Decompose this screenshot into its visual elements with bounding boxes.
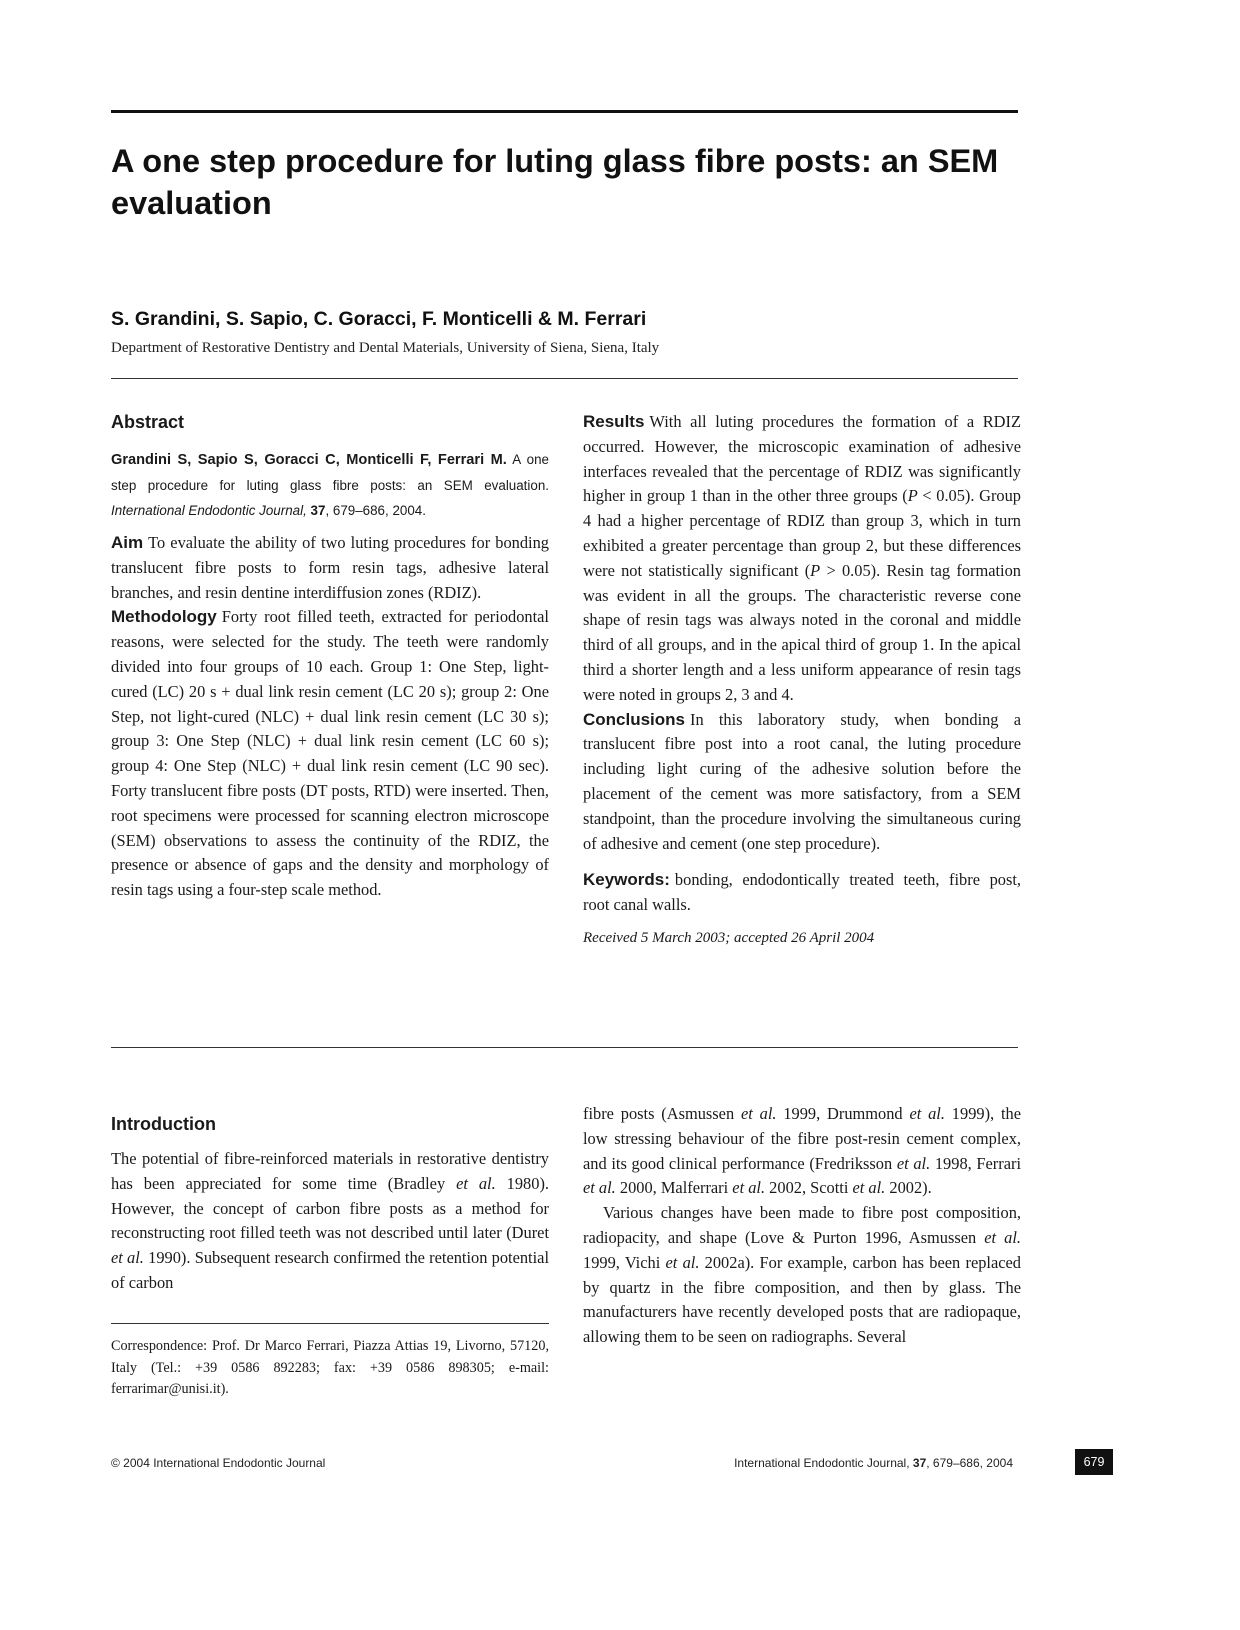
aim-text: To evaluate the ability of two luting procedures for bonding translucent fibre posts to form resin tags, adhesive lateral branches, and resin dentine interdiffusion zones (RDIZ).	[111, 533, 549, 602]
abstract-left-column	[111, 412, 549, 903]
abstract-top-rule	[111, 378, 1018, 379]
footnote-rule	[111, 1323, 549, 1324]
et-al: et al.	[456, 1173, 496, 1193]
intro-text: fibre posts (Asmussen	[583, 1104, 741, 1123]
received-dates: Received 5 March 2003; accepted 26 April 2004	[583, 929, 875, 946]
footer-volume: 37	[912, 1456, 927, 1470]
correspondence-footnote	[111, 1336, 549, 1401]
intro-text: 1999), the low stressing behaviour of the fibre post-resin cement complex, and its good clinical performance (Fredriksson	[583, 1104, 1021, 1173]
p-value-symbol: P	[907, 486, 918, 506]
conclusions-paragraph	[583, 708, 1021, 857]
introduction-paragraph-2	[583, 1102, 1021, 1201]
et-al: et al.	[984, 1227, 1021, 1247]
intro-text: 2002, Scotti	[765, 1178, 853, 1198]
et-al: et al.	[111, 1248, 144, 1268]
introduction-right-column	[583, 1102, 1021, 1350]
et-al: et al.	[896, 1153, 931, 1173]
conclusions-label: Conclusions	[583, 709, 686, 729]
affiliation: Department of Restorative Dentistry and Dental Materials, University of Siena, Siena, Italy	[111, 340, 660, 356]
intro-text: The potential of fibre-reinforced materials in restorative dentistry has been appreciated for some time (Bradley	[111, 1149, 549, 1193]
conclusions-text: In this laboratory study, when bonding a translucent fibre post into a root canal, the luting procedure including light curing of the adhesive solution before the placement of the cement was more satisfactory, from a SEM standpoint, than the procedure involving the simultaneous curing of adhesive and cement (one step procedure).	[583, 709, 1021, 853]
intro-text: Various changes have been made to fibre post composition, radiopacity, and shape (Love & Purton 1996, Asmussen	[583, 1203, 1021, 1247]
keywords-label: Keywords:	[583, 870, 670, 890]
page-number: 679	[1075, 1449, 1113, 1475]
abstract-citation	[111, 447, 549, 523]
et-al: et al.	[732, 1178, 766, 1198]
abstract-heading: Abstract	[111, 412, 185, 432]
citation-journal: International Endodontic Journal,	[111, 503, 307, 518]
abstract-right-column	[583, 410, 1021, 947]
abstract-bottom-rule	[111, 1047, 1018, 1048]
results-text-part-2: < 0.05). Group 4 had a higher percentage of RDIZ than group 3, which in turn exhibited a greater percentage than group 2, but these differences were not statistically significant (	[583, 486, 1021, 580]
et-al: et al.	[583, 1178, 616, 1198]
methodology-label: Methodology	[111, 607, 217, 627]
intro-text: 1999, Drummond	[776, 1104, 910, 1123]
et-al: et al.	[909, 1104, 945, 1123]
footer-journal-info	[734, 1456, 1013, 1470]
intro-text: 1998, Ferrari	[930, 1153, 1021, 1173]
results-text-part-1: With all luting procedures the formation of a RDIZ occurred. However, the microscopic examination of adhesive interfaces revealed that the percentage of RDIZ was significantly higher in group 1 than in the other three groups (	[583, 412, 1021, 506]
intro-text: 2002).	[885, 1178, 932, 1198]
author-list: S. Grandini, S. Sapio, C. Goracci, F. Monticelli & M. Ferrari	[111, 308, 647, 330]
intro-text: 1980). However, the concept of carbon fibre posts as a method for reconstructing root filled teeth was not described until later (Duret	[111, 1173, 549, 1243]
article-title: A one step procedure for luting glass fibre posts: an SEM evaluation	[111, 143, 999, 221]
footer-copyright: © 2004 International Endodontic Journal	[111, 1456, 326, 1470]
intro-text: 2002a). For example, carbon has been replaced by quartz in the fibre composition, and then by glass. The manufacturers have recently developed posts that are radiopaque, allowing them to be seen on radiographs. Several	[583, 1252, 1021, 1347]
footer-journal-name: International Endodontic Journal,	[734, 1456, 913, 1470]
intro-text: 1990). Subsequent research confirmed the retention potential of carbon	[111, 1248, 549, 1292]
introduction-paragraph-1	[111, 1147, 549, 1296]
p-value-symbol: P	[810, 560, 821, 580]
aim-label: Aim	[111, 533, 144, 552]
et-al: et al.	[852, 1178, 886, 1198]
methodology-paragraph	[111, 605, 549, 903]
methodology-text: Forty root filled teeth, extracted for periodontal reasons, were selected for the study. The teeth were randomly divided into four groups of 10 each. Group 1: One Step, light-cured (LC) 20 s + dual link resin cement (LC 20 s); group 2: One Step, not light-cured (NLC) + dual link resin cement (LC 30 s); group 3: One Step (NLC) + dual link resin cement (LC 60 s); group 4: One Step (NLC) + dual link resin cement (LC 90 sec). Forty translucent fibre posts (DT posts, RTD) were inserted. Then, root specimens were processed for scanning electron microscope (SEM) observations to assess the continuity of the RDIZ, the presence or absence of gaps and the density and morphology of resin tags using a four-step scale method.	[111, 607, 549, 900]
et-al: et al.	[740, 1104, 777, 1123]
aim-paragraph	[111, 531, 549, 605]
keywords-paragraph	[583, 868, 1021, 918]
keywords-text: bonding, endodontically treated teeth, fibre post, root canal walls.	[583, 870, 1021, 915]
introduction-left-column	[111, 1114, 549, 1296]
footer-pages: , 679–686, 2004	[926, 1456, 1013, 1470]
top-rule	[111, 110, 1018, 113]
intro-text: 1999, Vichi	[583, 1252, 666, 1272]
correspondence-text: Correspondence: Prof. Dr Marco Ferrari, Piazza Attias 19, Livorno, 57120, Italy (Tel.: +39 0586 892283; fax: +39 0586 898305; e-mail: ferrarimar@unisi.it).	[111, 1338, 549, 1397]
introduction-paragraph-3	[583, 1201, 1021, 1350]
citation-authors: Grandini S, Sapio S, Goracci C, Monticelli F, Ferrari M.	[111, 452, 507, 468]
results-paragraph	[583, 410, 1021, 708]
results-label: Results	[583, 412, 645, 431]
et-al: et al.	[665, 1252, 700, 1272]
citation-title: A one step procedure for luting glass fibre posts: an SEM evaluation.	[111, 452, 549, 493]
results-text-part-3: > 0.05). Resin tag formation was evident in all the groups. The characteristic reverse cone shape of resin tags was always noted in the coronal and middle third of all groups, and in the apical third of group 1. In the apical third a shorter length and a less uniform appearance of resin tags were noted in groups 2, 3 and 4.	[583, 560, 1022, 704]
citation-volume: 37	[310, 503, 326, 518]
introduction-heading: Introduction	[111, 1114, 216, 1134]
citation-pages: , 679–686, 2004.	[325, 503, 426, 518]
intro-text: 2000, Malferrari	[615, 1178, 733, 1198]
